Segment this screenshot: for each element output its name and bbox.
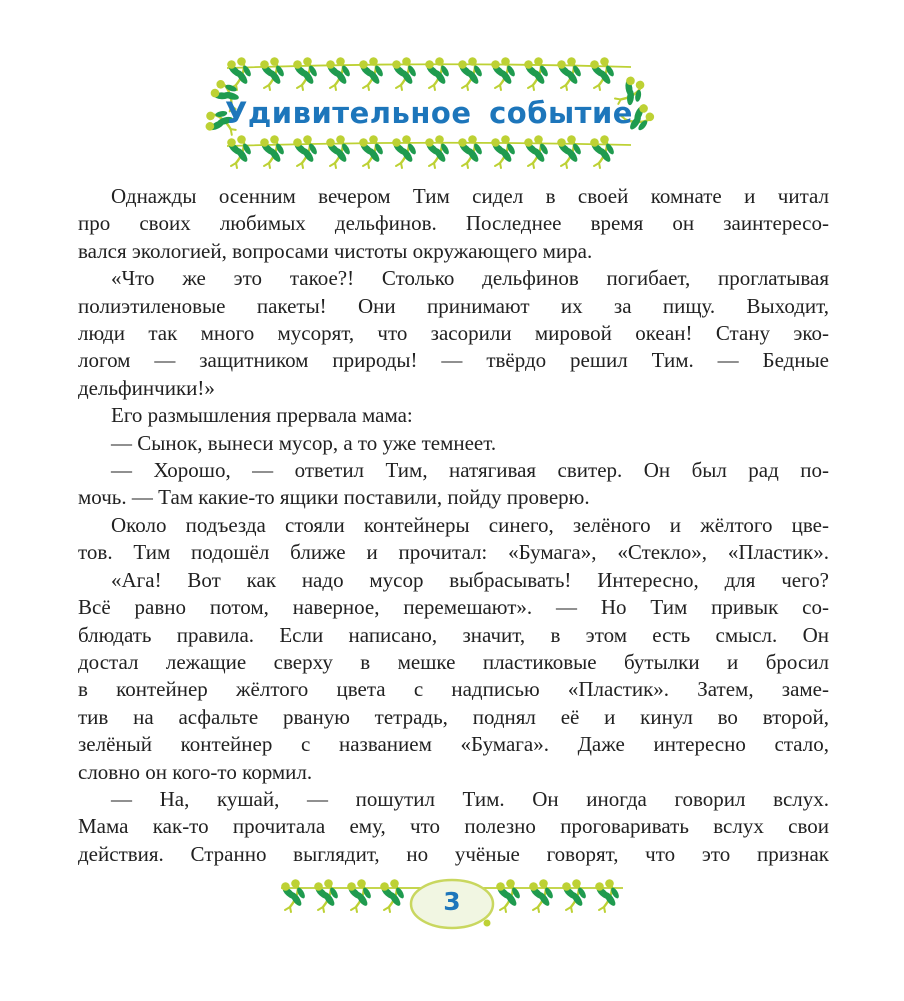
page-footer — [281, 878, 623, 932]
text-line: в контейнер жёлтого цвета с надписью «Пластик». Затем, заме- — [78, 677, 829, 702]
paragraph — [78, 786, 829, 868]
text-line: блюдать правила. Если написано, значит, в этом есть смысл. Он — [78, 622, 829, 647]
paragraph — [78, 183, 829, 265]
text-line: — Сынок, вынеси мусор, а то уже темнеет. — [111, 430, 497, 455]
text-line: «Что же это такое?! Столько дельфинов погибает, проглатывая — [111, 266, 829, 291]
text-line: Однажды осенним вечером Тим сидел в своей комнате и читал — [111, 184, 829, 208]
chapter-title: Удивительное событие — [225, 96, 633, 130]
text-line: Около подъезда стояли контейнеры синего, зелёного и жёлтого цве- — [111, 512, 829, 537]
paragraph — [78, 402, 829, 429]
text-line: полиэтиленовые пакеты! Они принимают их за пищу. Выходит, — [78, 293, 829, 318]
paragraph — [78, 512, 829, 567]
text-line: — Хорошо, — ответил Тим, натягивая свитер. Он был рад по- — [111, 458, 829, 483]
text-line: зелёный контейнер с названием «Бумага». Даже интересно стало, — [78, 732, 829, 757]
text-line: мочь. — Там какие-то ящики поставили, пойду проверю. — [78, 485, 590, 510]
text-line: действия. Странно выглядит, но учёные говорят, что это признак — [78, 841, 829, 866]
paragraph — [78, 265, 829, 402]
text-line: словно он кого-то кормил. — [78, 759, 313, 784]
chapter-header — [213, 58, 645, 172]
text-line: достал лежащие сверху в мешке пластиковые бутылки и бросил — [78, 649, 829, 674]
text-line: — На, кушай, — пошутил Тим. Он иногда говорил вслух. — [111, 786, 829, 811]
text-line: Мама как-то прочитала ему, что полезно проговаривать вслух свои — [78, 814, 829, 839]
story-text — [78, 183, 829, 868]
text-line: вался экологией, вопросами чистоты окружающего мира. — [78, 238, 593, 263]
text-line: «Ага! Вот как надо мусор выбрасывать! Интересно, для чего? — [111, 567, 829, 592]
text-line: Всё равно потом, наверное, перемешают». — Но Тим привык со- — [78, 595, 829, 620]
text-line: тов. Тим подошёл ближе и прочитал: «Бумага», «Стекло», «Пластик». — [78, 540, 829, 565]
paragraph — [78, 430, 829, 457]
text-line: Его размышления прервала мама: — [111, 403, 413, 428]
text-line: дельфинчики!» — [78, 375, 215, 400]
text-line: люди так много мусорят, что засорили мировой океан! Стану эко- — [78, 321, 829, 346]
paragraph — [78, 567, 829, 786]
page-number: 3 — [443, 887, 461, 916]
text-line: про своих любимых дельфинов. Последнее время он заинтересо- — [78, 211, 829, 236]
text-line: логом — защитником природы! — твёрдо решил Тим. — Бедные — [78, 348, 829, 373]
paragraph — [78, 457, 829, 512]
text-line: тив на асфальте рваную тетрадь, поднял её и кинул во второй, — [78, 704, 829, 729]
